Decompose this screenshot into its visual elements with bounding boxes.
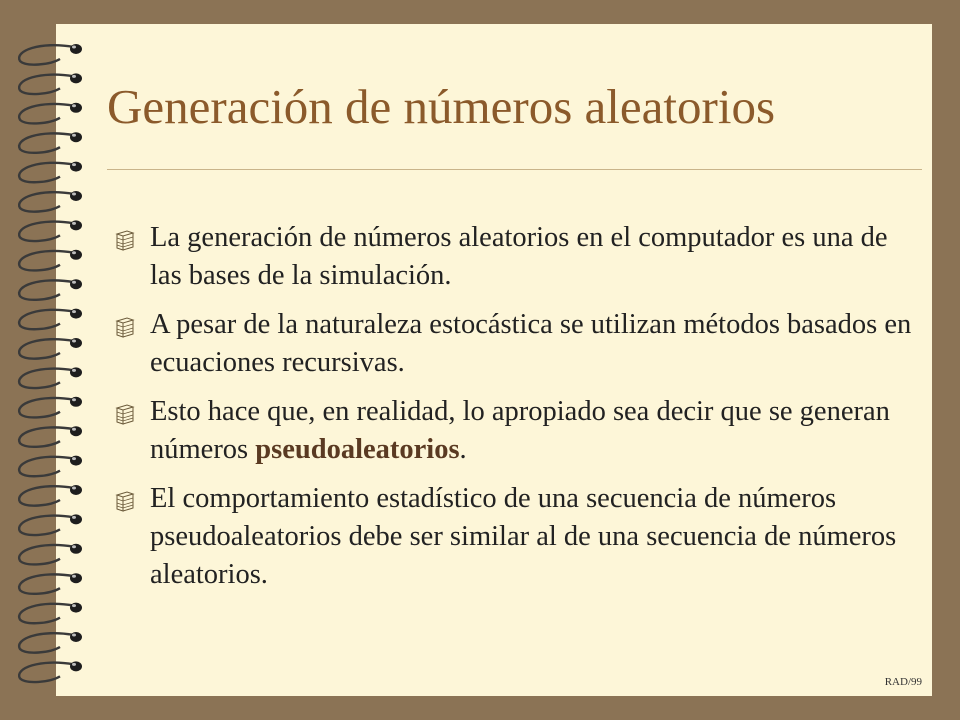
binding-ring — [19, 191, 82, 212]
binding-ring — [19, 397, 82, 418]
binding-ring — [19, 103, 82, 124]
binding-ring — [19, 44, 82, 65]
binding-ring — [19, 367, 82, 388]
bullet-text: El comportamiento estadístico de una secuencia de números pseudoaleatorios debe ser similar al de una secuencia de números aleatorios. — [150, 483, 897, 590]
binding-ring — [19, 162, 82, 183]
binding-ring — [19, 220, 82, 241]
binding-ring — [19, 573, 82, 594]
title-divider — [107, 169, 922, 170]
book-stack-icon — [113, 228, 137, 252]
book-stack-icon — [113, 402, 137, 426]
bullet-text-bold: pseudoaleatorios — [255, 434, 460, 465]
binding-ring — [19, 426, 82, 447]
binding-ring — [19, 309, 82, 330]
footer-label: RAD/99 — [884, 676, 922, 688]
book-stack-icon — [113, 315, 137, 339]
binding-ring — [19, 250, 82, 271]
bullet-item — [113, 480, 923, 594]
slide-title: Generación de números aleatorios — [107, 79, 776, 134]
bullet-text: A pesar de la naturaleza estocástica se utilizan métodos basados en ecuaciones recursivas. — [150, 309, 912, 378]
bullet-item — [113, 306, 923, 382]
binding-ring — [19, 514, 82, 535]
spiral-binding — [0, 0, 110, 720]
bullet-item — [113, 219, 923, 295]
book-stack-icon — [113, 489, 137, 513]
binding-ring — [19, 338, 82, 359]
bullet-list — [113, 219, 923, 605]
bullet-text-after: . — [459, 434, 467, 465]
bullet-text: La generación de números aleatorios en el computador es una de las bases de la simulación. — [150, 222, 888, 291]
binding-ring — [19, 632, 82, 653]
binding-ring — [19, 73, 82, 94]
bullet-text-before: Esto hace que, en realidad, lo apropiado sea decir que se generan números — [150, 396, 890, 465]
binding-ring — [19, 544, 82, 565]
binding-ring — [19, 603, 82, 624]
bullet-item — [113, 393, 923, 469]
binding-ring — [19, 456, 82, 477]
binding-ring — [19, 485, 82, 506]
binding-ring — [19, 661, 82, 682]
binding-ring — [19, 279, 82, 300]
binding-ring — [19, 132, 82, 153]
